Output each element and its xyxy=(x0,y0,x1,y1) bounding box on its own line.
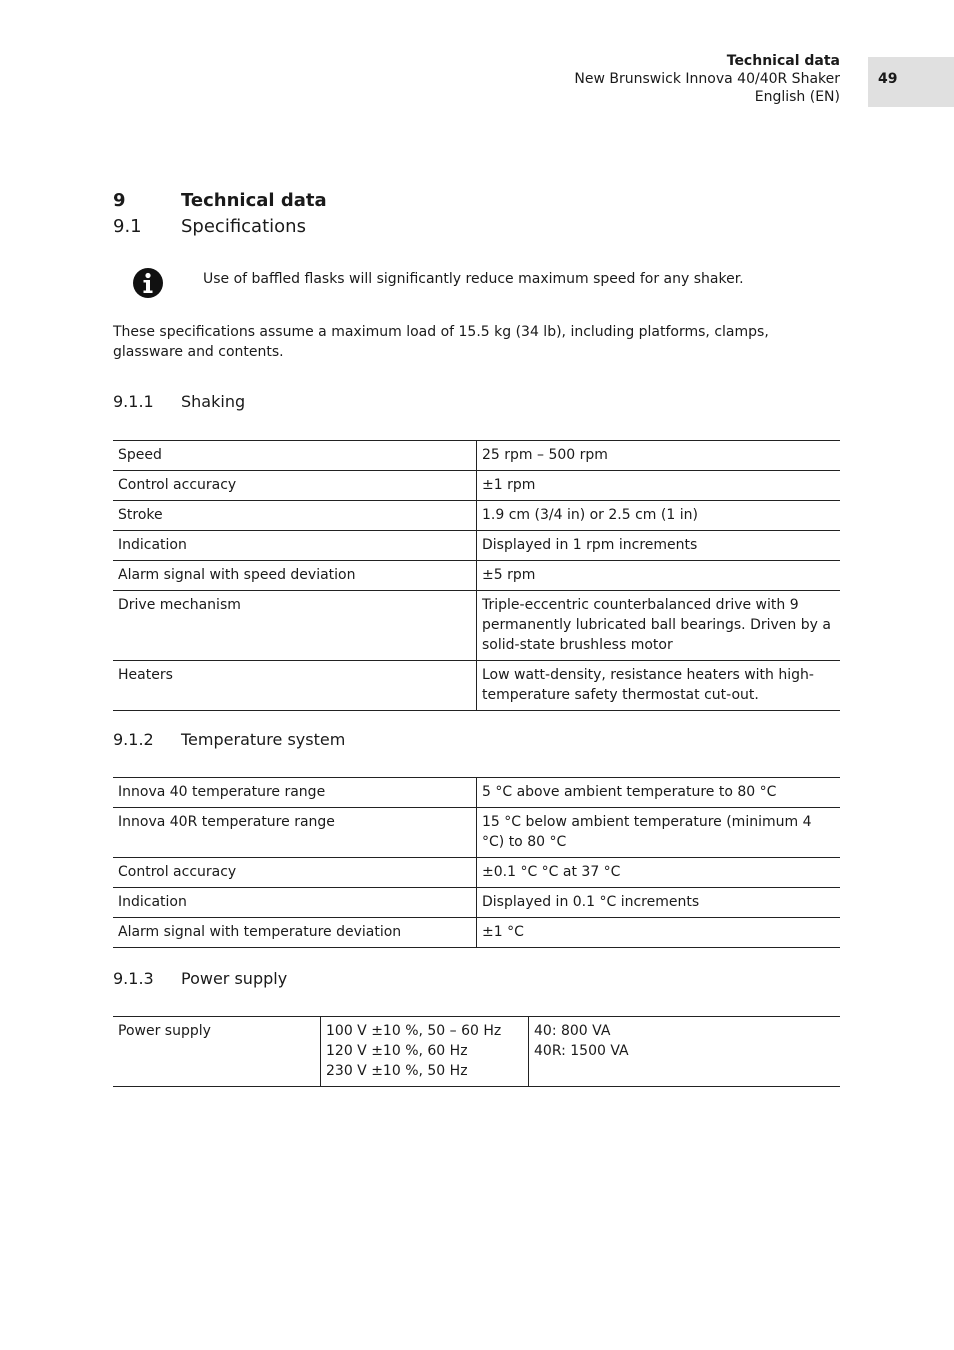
spec-value: 15 °C below ambient temperature (minimum 4 °C) to 80 °C xyxy=(477,808,841,858)
spec-label: Control accuracy xyxy=(113,471,477,501)
spec-label: Stroke xyxy=(113,501,477,531)
spec-value: ±0.1 °C °C at 37 °C xyxy=(477,858,841,888)
shaking-number: 9.1.1 xyxy=(113,392,154,411)
table-row xyxy=(113,531,840,561)
power-number: 9.1.3 xyxy=(113,969,154,988)
header-product: New Brunswick Innova 40/40R Shaker xyxy=(574,71,840,87)
spec-value: ±1 rpm xyxy=(477,471,841,501)
page-number: 49 xyxy=(878,71,898,87)
table-row xyxy=(113,471,840,501)
spec-value: Low watt-density, resistance heaters with high-temperature safety thermostat cut-out. xyxy=(477,661,841,711)
spec-value: 25 rpm – 500 rpm xyxy=(477,441,841,471)
section-number: 9.1 xyxy=(113,216,142,237)
table-row xyxy=(113,888,840,918)
header-language: English (EN) xyxy=(754,89,840,105)
temperature-heading xyxy=(113,730,345,749)
spec-label: Heaters xyxy=(113,661,477,711)
shaking-table xyxy=(113,440,840,711)
table-row xyxy=(113,858,840,888)
page-number-box xyxy=(868,57,954,107)
table-row xyxy=(113,778,840,808)
spec-value: Triple-eccentric counterbalanced drive with 9 permanently lubricated ball bearings. Driven by a solid-state brushless motor xyxy=(477,591,841,661)
spec-value: ±1 °C xyxy=(477,918,841,948)
intro-paragraph: These specifications assume a maximum load of 15.5 kg (34 lb), including platforms, clamps, glassware and contents. xyxy=(113,324,769,360)
table-row xyxy=(113,591,840,661)
spec-label: Alarm signal with speed deviation xyxy=(113,561,477,591)
header-title: Technical data xyxy=(726,53,840,69)
spec-value: 1.9 cm (3/4 in) or 2.5 cm (1 in) xyxy=(477,501,841,531)
spec-value: 5 °C above ambient temperature to 80 °C xyxy=(477,778,841,808)
spec-label: Alarm signal with temperature deviation xyxy=(113,918,477,948)
temperature-title: Temperature system xyxy=(181,730,346,749)
table-row xyxy=(113,441,840,471)
note-text: Use of baffled flasks will significantly reduce maximum speed for any shaker. xyxy=(203,271,744,287)
table-row xyxy=(113,561,840,591)
spec-label: Drive mechanism xyxy=(113,591,477,661)
power-ratings: 40: 800 VA 40R: 1500 VA xyxy=(529,1017,841,1087)
table-row xyxy=(113,501,840,531)
section-title: Specifications xyxy=(181,216,306,237)
spec-label: Speed xyxy=(113,441,477,471)
temperature-table xyxy=(113,777,840,948)
power-voltages: 100 V ±10 %, 50 – 60 Hz 120 V ±10 %, 60 Hz 230 V ±10 %, 50 Hz xyxy=(321,1017,529,1087)
shaking-title: Shaking xyxy=(181,392,246,411)
spec-value: ±5 rpm xyxy=(477,561,841,591)
running-header xyxy=(574,52,840,106)
table-row xyxy=(113,808,840,858)
table-row xyxy=(113,661,840,711)
power-heading xyxy=(113,969,287,988)
temperature-number: 9.1.2 xyxy=(113,730,154,749)
info-icon xyxy=(132,267,164,299)
table-row xyxy=(113,918,840,948)
chapter-title: Technical data xyxy=(181,190,327,211)
power-title: Power supply xyxy=(181,969,288,988)
spec-label: Innova 40R temperature range xyxy=(113,808,477,858)
table-row xyxy=(113,1017,840,1087)
spec-value: Displayed in 1 rpm increments xyxy=(477,531,841,561)
spec-label: Innova 40 temperature range xyxy=(113,778,477,808)
spec-value: Displayed in 0.1 °C increments xyxy=(477,888,841,918)
chapter-number: 9 xyxy=(113,190,126,211)
section-heading xyxy=(113,216,306,237)
shaking-heading xyxy=(113,392,245,411)
power-table xyxy=(113,1016,840,1087)
spec-label: Indication xyxy=(113,531,477,561)
spec-label: Control accuracy xyxy=(113,858,477,888)
spec-label: Indication xyxy=(113,888,477,918)
power-label: Power supply xyxy=(113,1017,321,1087)
chapter-heading xyxy=(113,190,327,211)
